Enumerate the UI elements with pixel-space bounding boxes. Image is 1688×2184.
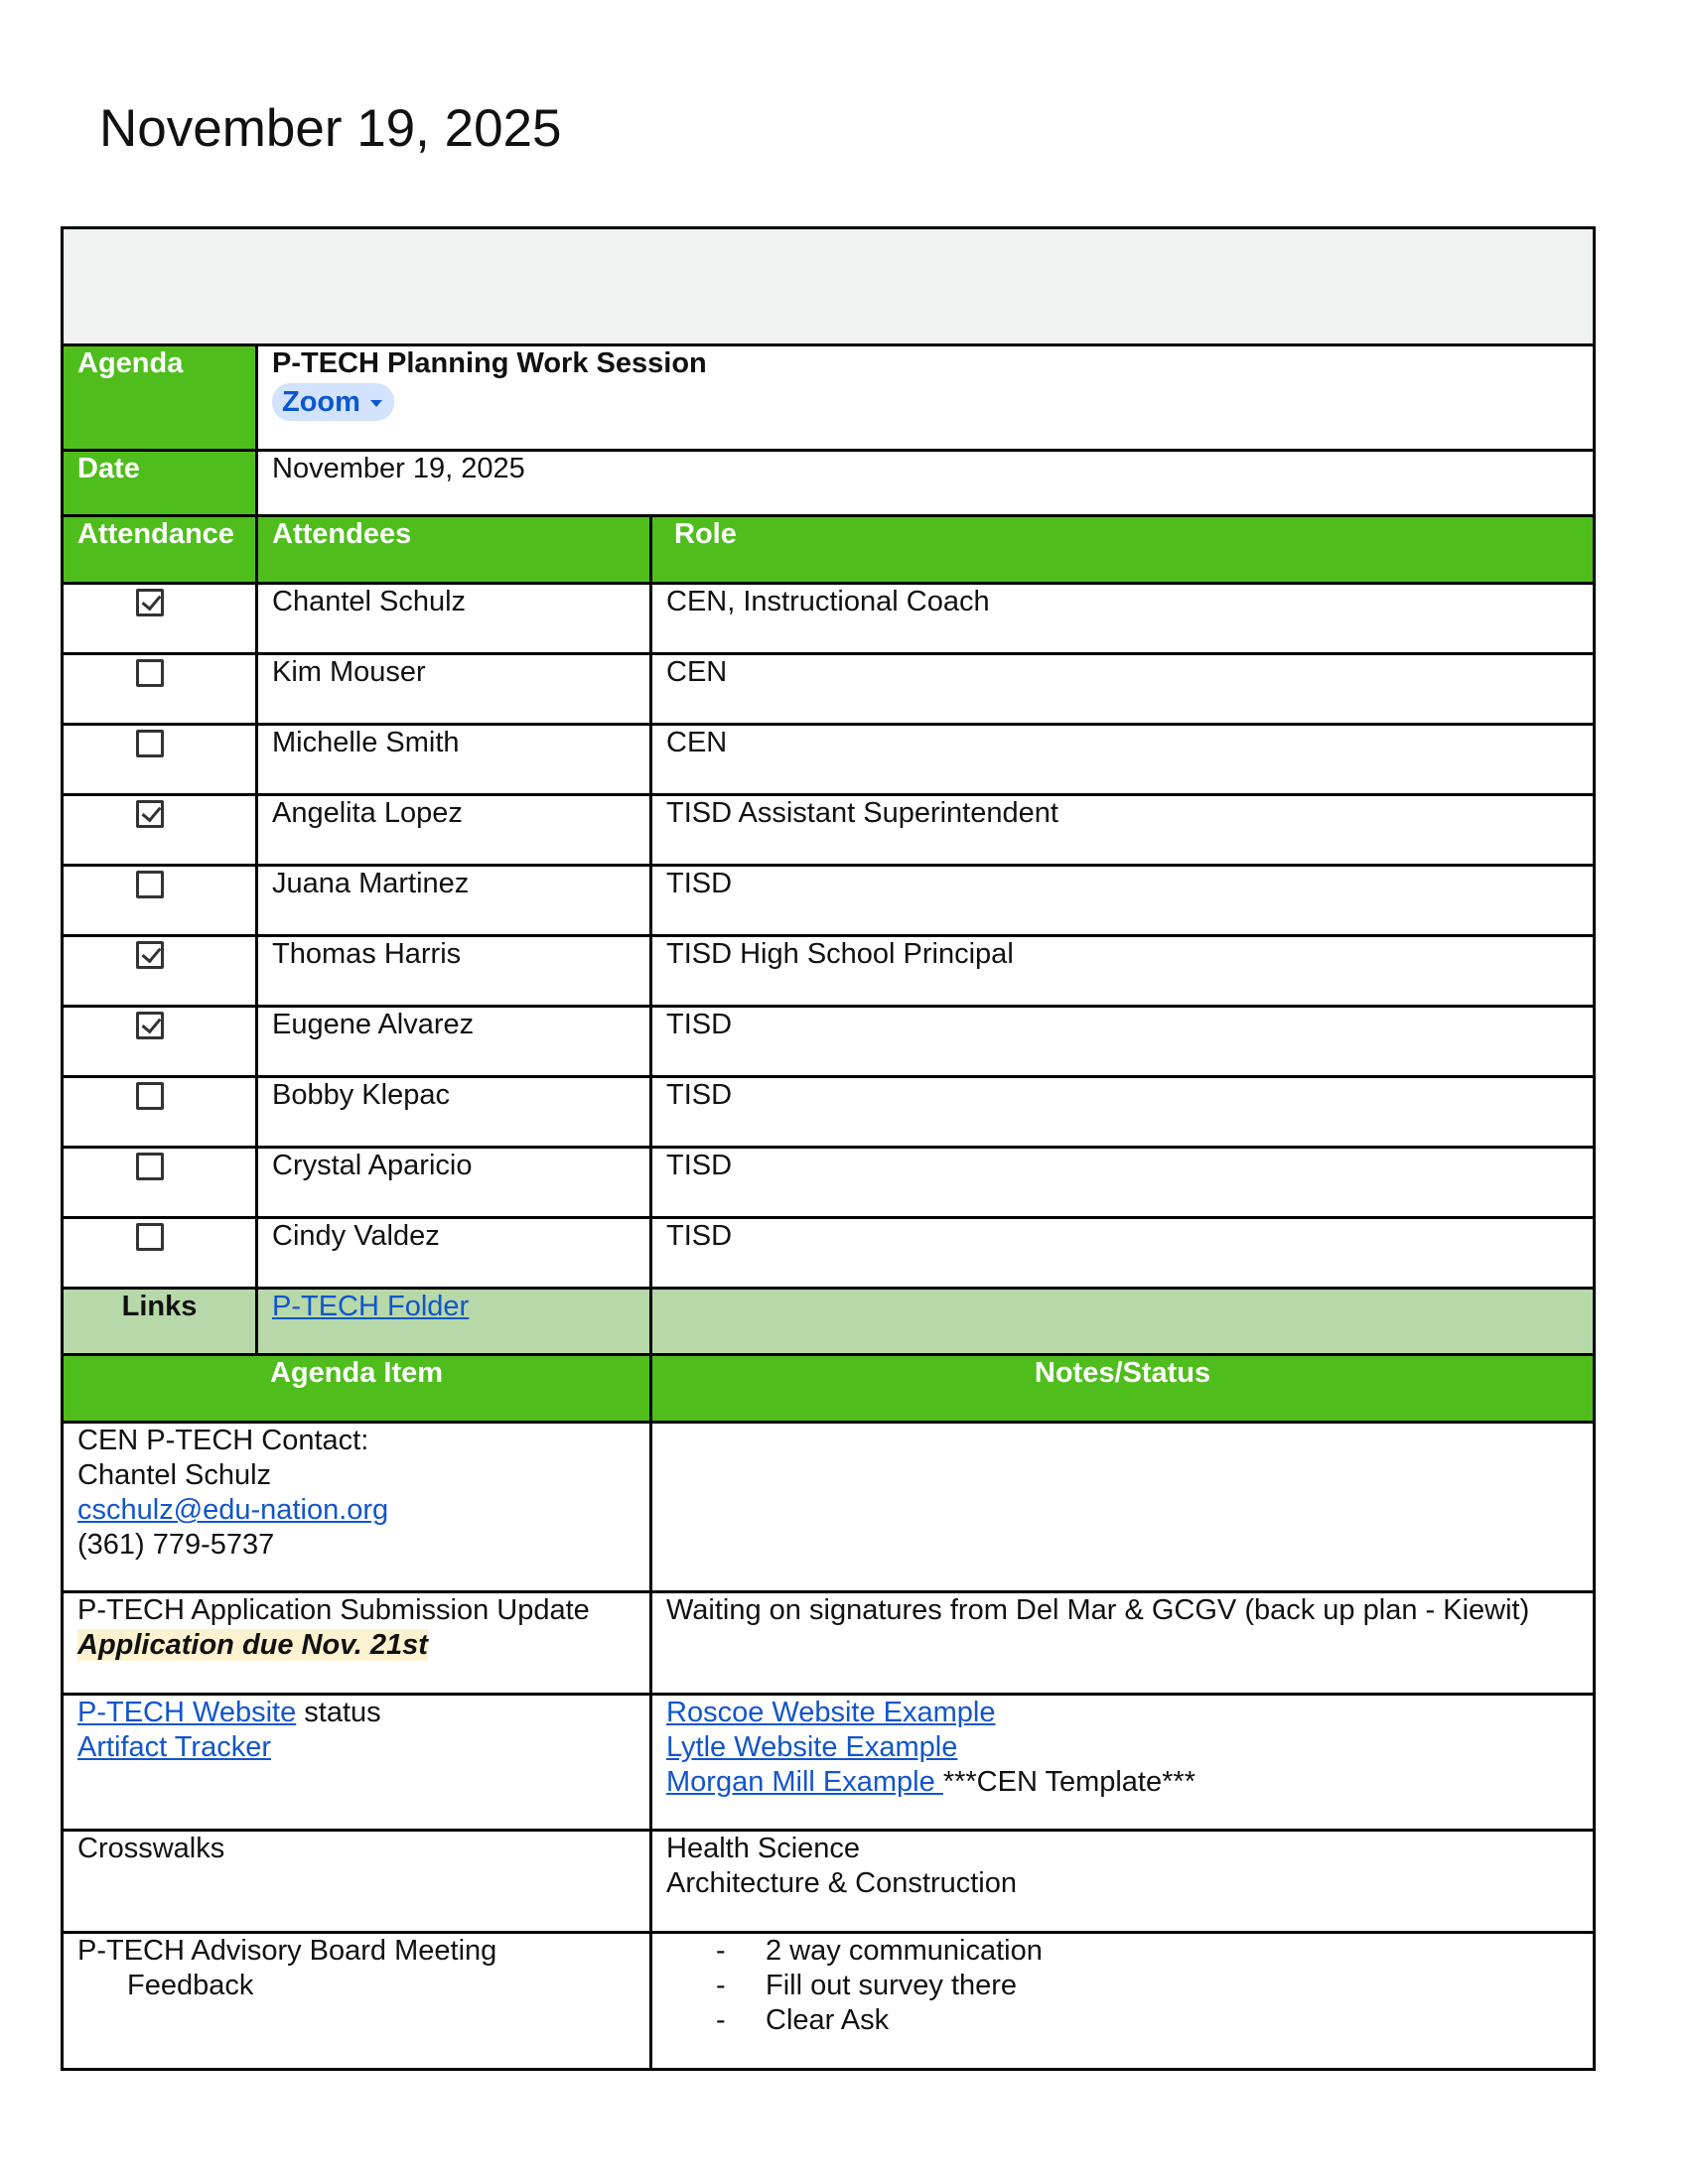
attendance-header: Attendance bbox=[63, 516, 257, 584]
attendance-checkbox[interactable] bbox=[136, 871, 164, 898]
attendee-role: TISD High School Principal bbox=[651, 936, 1595, 1007]
application-due-highlight: Application due Nov. 21st bbox=[77, 1629, 428, 1661]
role-header: Role bbox=[651, 516, 1595, 584]
attendee-name: Juana Martinez bbox=[257, 866, 651, 936]
date-row bbox=[63, 451, 1595, 516]
attendance-checkbox[interactable] bbox=[136, 589, 164, 616]
list-item: - Fill out survey there bbox=[716, 1969, 1579, 2003]
attendee-row bbox=[63, 1218, 1595, 1289]
attendee-role: TISD bbox=[651, 1007, 1595, 1077]
artifact-tracker-link[interactable]: Artifact Tracker bbox=[77, 1731, 271, 1763]
crosswalk-note: Health Science bbox=[666, 1833, 861, 1864]
list-item: - 2 way communication bbox=[716, 1934, 1579, 1969]
attendee-row bbox=[63, 1077, 1595, 1148]
links-label: Links bbox=[63, 1289, 257, 1355]
advisory-item: P-TECH Advisory Board Meeting bbox=[77, 1935, 497, 1967]
advisory-row bbox=[63, 1933, 1595, 2070]
cen-template-note: ***CEN Template*** bbox=[942, 1766, 1196, 1798]
roscoe-example-link[interactable]: Roscoe Website Example bbox=[666, 1697, 996, 1728]
page-title: November 19, 2025 bbox=[99, 99, 562, 158]
attendee-role: TISD bbox=[651, 1148, 1595, 1218]
attendee-row bbox=[63, 936, 1595, 1007]
attendee-name: Eugene Alvarez bbox=[257, 1007, 651, 1077]
attendee-row bbox=[63, 725, 1595, 795]
attendee-name: Angelita Lopez bbox=[257, 795, 651, 866]
chevron-down-icon bbox=[370, 400, 382, 407]
attendance-checkbox[interactable] bbox=[136, 941, 164, 969]
agenda-label: Agenda bbox=[63, 345, 257, 451]
agenda-title: P-TECH Planning Work Session bbox=[272, 347, 707, 379]
links-row bbox=[63, 1289, 1595, 1355]
attendee-role: TISD bbox=[651, 1077, 1595, 1148]
zoom-chip-label: Zoom bbox=[282, 386, 360, 418]
date-value: November 19, 2025 bbox=[257, 451, 1595, 516]
contact-name: Chantel Schulz bbox=[77, 1459, 272, 1491]
attendee-role: CEN, Instructional Coach bbox=[651, 584, 1595, 654]
crosswalks-item: Crosswalks bbox=[63, 1831, 651, 1933]
attendee-row bbox=[63, 866, 1595, 936]
attendees-header: Attendees bbox=[257, 516, 651, 584]
notes-status-header: Notes/Status bbox=[651, 1355, 1595, 1423]
attendance-checkbox[interactable] bbox=[136, 1223, 164, 1251]
date-label: Date bbox=[63, 451, 257, 516]
attendee-role: CEN bbox=[651, 725, 1595, 795]
attendee-row bbox=[63, 795, 1595, 866]
attendance-checkbox[interactable] bbox=[136, 730, 164, 757]
meeting-table bbox=[61, 226, 1596, 2071]
attendee-name: Michelle Smith bbox=[257, 725, 651, 795]
attendee-role: TISD Assistant Superintendent bbox=[651, 795, 1595, 866]
attendee-row bbox=[63, 1148, 1595, 1218]
attendee-row bbox=[63, 1007, 1595, 1077]
contact-heading: CEN P-TECH Contact: bbox=[77, 1425, 369, 1456]
attendee-name: Chantel Schulz bbox=[257, 584, 651, 654]
website-status-text: status bbox=[296, 1697, 381, 1728]
agenda-row bbox=[63, 345, 1595, 451]
attendee-row bbox=[63, 584, 1595, 654]
attendance-checkbox[interactable] bbox=[136, 1153, 164, 1180]
attendee-role: TISD bbox=[651, 866, 1595, 936]
attendance-header-row bbox=[63, 516, 1595, 584]
contact-email-link[interactable]: cschulz@edu-nation.org bbox=[77, 1494, 389, 1526]
advisory-item-sub: Feedback bbox=[127, 1970, 254, 2001]
attendee-name: Cindy Valdez bbox=[257, 1218, 651, 1289]
ptech-website-link[interactable]: P-TECH Website bbox=[77, 1697, 297, 1728]
attendee-name: Thomas Harris bbox=[257, 936, 651, 1007]
attendance-checkbox[interactable] bbox=[136, 1012, 164, 1039]
attendee-role: TISD bbox=[651, 1218, 1595, 1289]
crosswalks-row bbox=[63, 1831, 1595, 1933]
header-band bbox=[63, 228, 1595, 345]
attendee-row bbox=[63, 654, 1595, 725]
attendee-role: CEN bbox=[651, 654, 1595, 725]
zoom-chip[interactable] bbox=[272, 383, 394, 421]
contact-row bbox=[63, 1423, 1595, 1592]
morgan-mill-example-link[interactable]: Morgan Mill Example bbox=[666, 1766, 943, 1798]
items-header-row bbox=[63, 1355, 1595, 1423]
attendance-checkbox[interactable] bbox=[136, 1082, 164, 1110]
attendee-name: Crystal Aparicio bbox=[257, 1148, 651, 1218]
lytle-example-link[interactable]: Lytle Website Example bbox=[666, 1731, 958, 1763]
application-item: P-TECH Application Submission Update bbox=[77, 1594, 590, 1626]
feedback-list bbox=[666, 1934, 1579, 2038]
attendance-checkbox[interactable] bbox=[136, 800, 164, 828]
attendee-name: Kim Mouser bbox=[257, 654, 651, 725]
attendee-name: Bobby Klepac bbox=[257, 1077, 651, 1148]
attendance-checkbox[interactable] bbox=[136, 659, 164, 687]
ptech-folder-link[interactable]: P-TECH Folder bbox=[272, 1291, 470, 1322]
crosswalk-note: Architecture & Construction bbox=[666, 1867, 1017, 1899]
website-row bbox=[63, 1695, 1595, 1831]
list-item: - Clear Ask bbox=[716, 2003, 1579, 2038]
application-row bbox=[63, 1592, 1595, 1695]
agenda-item-header: Agenda Item bbox=[63, 1355, 651, 1423]
contact-phone: (361) 779-5737 bbox=[77, 1529, 275, 1561]
application-notes: Waiting on signatures from Del Mar & GCGV (back up plan - Kiewit) bbox=[651, 1592, 1595, 1695]
